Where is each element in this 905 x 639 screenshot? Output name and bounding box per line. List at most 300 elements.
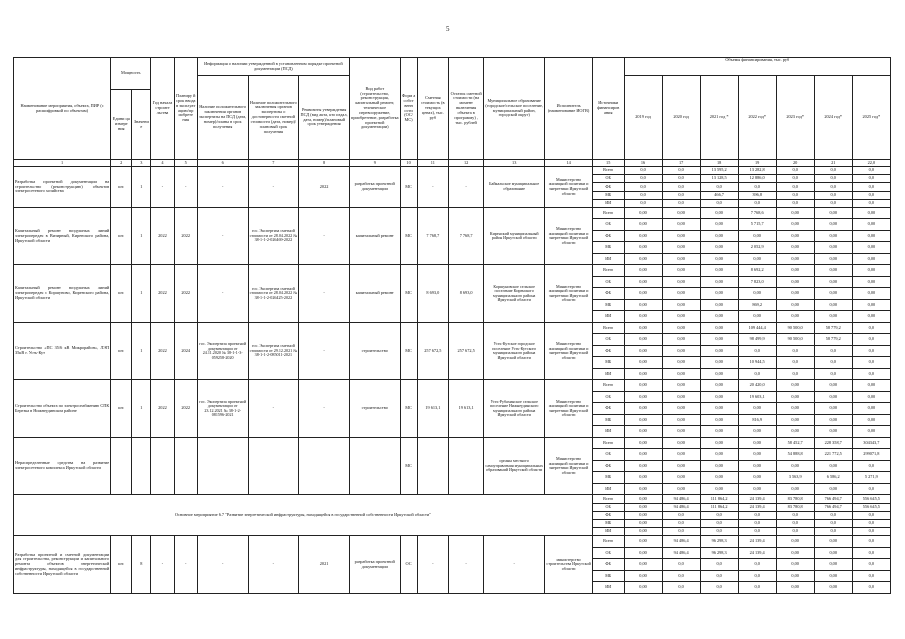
funding-value: 0,0 <box>814 345 852 357</box>
section-funding-value: 0,00 <box>624 511 662 519</box>
header-year-2023: 2023 год* <box>776 76 814 160</box>
funding-value: 0,00 <box>662 322 700 334</box>
psd-cost-cell: гос. Экспертиза сметной стоимости от 28.04.2022 № 38-1-1-2-026425-2022 <box>248 265 299 323</box>
source-label: ИИ <box>592 426 624 438</box>
funding-value: 0,00 <box>700 426 738 438</box>
funding-value: 24 139,4 <box>738 536 776 548</box>
source-label: ОБ <box>592 276 624 288</box>
psd-req-cell: - <box>299 207 350 265</box>
funding-value: 0,00 <box>852 242 890 254</box>
column-number: 20 <box>776 160 814 167</box>
psd-expert-cell: гос. Экспертиза проектной документации от 24.11.2020 № 38-1-1-3-059258-2020 <box>197 322 248 380</box>
section-funding-value: 0,0 <box>700 528 738 536</box>
funding-value: 0,00 <box>624 559 662 571</box>
funding-value: 90 500,0 <box>776 334 814 346</box>
psd-expert-cell <box>197 437 248 495</box>
funding-value: 0,0 <box>776 175 814 183</box>
funding-value: 0,0 <box>700 199 738 207</box>
funding-value: 0,0 <box>738 570 776 582</box>
plan-year-cell: 2022 <box>174 380 197 438</box>
section-funding-value: 0,0 <box>662 511 700 519</box>
funding-value: 98 499,9 <box>738 334 776 346</box>
header-year-2019: 2019 год <box>624 76 662 160</box>
executor-cell: Министерство жилищной политики и энергетики Иркутской области <box>545 437 593 495</box>
funding-value: 0,00 <box>624 265 662 277</box>
funding-value: 0,00 <box>852 265 890 277</box>
source-label: МБ <box>592 242 624 254</box>
funding-value: 0,0 <box>776 199 814 207</box>
section-funding-value: 0,0 <box>776 520 814 528</box>
psd-cost-cell: - <box>248 536 299 594</box>
start-year-cell: 2022 <box>151 380 174 438</box>
section-funding-value: 0,00 <box>624 520 662 528</box>
funding-value: 0,0 <box>852 570 890 582</box>
unit-cell: шт. <box>111 536 132 594</box>
funding-value: 3 563,9 <box>776 472 814 484</box>
est-cost-cell: 19 613,1 <box>417 380 449 438</box>
funding-value: 0,00 <box>814 559 852 571</box>
funding-value: 0,00 <box>662 230 700 242</box>
source-label: Всего <box>592 322 624 334</box>
header-plan-year: Планиру й срок ввода в эксплуат ацию/пр иобрете ния <box>174 58 197 160</box>
funding-value: 0,00 <box>662 391 700 403</box>
header-year-2025: 2025 год* <box>852 76 890 160</box>
ownership-cell: ОС <box>400 536 417 594</box>
funding-value: 0,0 <box>700 582 738 594</box>
psd-req-cell: - <box>299 322 350 380</box>
column-number: 16 <box>624 160 662 167</box>
source-label: ФБ <box>592 183 624 191</box>
column-number: 22,0 <box>852 160 890 167</box>
source-label: ФБ <box>592 511 624 519</box>
funding-value: 0,00 <box>738 426 776 438</box>
funding-value: 0,00 <box>624 334 662 346</box>
source-label: ИИ <box>592 528 624 536</box>
funding-value: 58 452,7 <box>776 437 814 449</box>
funding-value: 299071,8 <box>852 449 890 461</box>
section-funding-value: 0,0 <box>852 528 890 536</box>
funding-value: 0,00 <box>624 570 662 582</box>
funding-value: 0,00 <box>624 322 662 334</box>
funding-value: 0,00 <box>776 311 814 323</box>
funding-value: 0,0 <box>814 175 852 183</box>
funding-value: 0,00 <box>662 368 700 380</box>
funding-value: 0,00 <box>662 449 700 461</box>
funding-value: 0,0 <box>738 345 776 357</box>
section-funding-value: 0,0 <box>700 511 738 519</box>
funding-value: 0,00 <box>662 472 700 484</box>
funding-value: 0,00 <box>662 414 700 426</box>
remain-cost-cell: 7 768,7 <box>449 207 484 265</box>
header-year-2022: 2022 год* <box>738 76 776 160</box>
page-number: 5 <box>446 25 450 33</box>
funding-value: 0,0 <box>814 199 852 207</box>
executor-cell: Министерство жилищной политики и энергетики Иркутской области <box>545 167 593 208</box>
source-label: Всего <box>592 495 624 503</box>
table-row <box>14 167 891 175</box>
column-numbers-row <box>14 160 891 167</box>
section-funding-value: 556 645,5 <box>852 495 890 503</box>
section-funding-value: 0,0 <box>738 511 776 519</box>
funding-value: 0,00 <box>738 253 776 265</box>
funding-value: 0,00 <box>776 483 814 495</box>
funding-value: 0,0 <box>624 175 662 183</box>
funding-value: 0,0 <box>852 582 890 594</box>
remain-cost-cell <box>449 437 484 495</box>
column-number: 1 <box>14 160 111 167</box>
funding-value: 0,00 <box>738 311 776 323</box>
source-label: МБ <box>592 570 624 582</box>
funding-value: 396,8 <box>738 191 776 199</box>
funding-value: 0,0 <box>700 559 738 571</box>
executor-cell: министерство строительства Иркутской области <box>545 536 593 594</box>
municipality-cell: - <box>484 536 545 594</box>
funding-value: 0,0 <box>852 547 890 559</box>
remain-cost-cell: 19 613,1 <box>449 380 484 438</box>
table-header <box>14 58 891 167</box>
funding-value: 0,00 <box>624 207 662 219</box>
psd-req-cell: - <box>299 380 350 438</box>
funding-value: 0,00 <box>662 299 700 311</box>
funding-value: 0,00 <box>700 334 738 346</box>
ownership-cell: МС <box>400 265 417 323</box>
psd-expert-cell: гос. Экспертиза проектной документации от 23.12.2021 № 38-1-2-081596-2021 <box>197 380 248 438</box>
funding-value: 0,00 <box>738 288 776 300</box>
funding-value: 0,0 <box>852 167 890 175</box>
funding-value: 0,00 <box>700 219 738 231</box>
work-type-cell: строительство <box>349 380 400 438</box>
object-name: Капитальный ремонт воздушных линий электропередач в Визирный, Киренского района, Иркутской области <box>14 207 111 265</box>
source-label: МБ <box>592 520 624 528</box>
work-type-cell: разработка проектной документации <box>349 536 400 594</box>
funding-value: 0,00 <box>776 288 814 300</box>
psd-cost-cell: - <box>248 167 299 208</box>
funding-value: 0,00 <box>852 380 890 392</box>
funding-value: 0,00 <box>700 460 738 472</box>
column-number: 15 <box>592 160 624 167</box>
funding-value: 0,00 <box>776 582 814 594</box>
funding-value: 0,00 <box>738 472 776 484</box>
funding-value: 0,0 <box>738 183 776 191</box>
header-year-2020: 2020 год <box>662 76 700 160</box>
start-year-cell: 2022 <box>151 265 174 323</box>
value-cell <box>132 437 151 495</box>
column-number: 7 <box>248 160 299 167</box>
object-name: Разработка проектной и сметной документации для строительства, реконструкции и капитального ремонта объектов энергетической инфраструктуры, находящейся в государственной собственности Иркутской области <box>14 536 111 594</box>
funding-value: 0,0 <box>852 345 890 357</box>
funding-value: 0,00 <box>776 391 814 403</box>
column-number: 4 <box>151 160 174 167</box>
section-funding-value: 0,0 <box>738 528 776 536</box>
work-type-cell: строительство <box>349 322 400 380</box>
funding-value: 0,00 <box>852 288 890 300</box>
funding-value: 2 052,9 <box>738 242 776 254</box>
funding-value: 0,0 <box>662 570 700 582</box>
plan-year-cell <box>174 437 197 495</box>
funding-value: 0,00 <box>700 403 738 415</box>
funding-value: 0,00 <box>624 230 662 242</box>
funding-value: 0,00 <box>624 368 662 380</box>
est-cost-cell: 7 768,7 <box>417 207 449 265</box>
funding-value: 12 886,0 <box>738 175 776 183</box>
funding-value: 0,0 <box>738 199 776 207</box>
funding-value: 0,00 <box>624 253 662 265</box>
funding-table <box>13 57 891 594</box>
source-label: ИИ <box>592 199 624 207</box>
funding-value: 0,0 <box>700 570 738 582</box>
funding-value: 0,00 <box>814 414 852 426</box>
remain-cost-cell: - <box>449 167 484 208</box>
ownership-cell: МС <box>400 437 417 495</box>
funding-value: 0,0 <box>776 357 814 369</box>
est-cost-cell: 257 672,5 <box>417 322 449 380</box>
funding-value: 0,00 <box>776 219 814 231</box>
funding-value: 0,00 <box>852 230 890 242</box>
funding-value: 0,00 <box>738 230 776 242</box>
table-row <box>14 265 891 277</box>
table-row <box>14 322 891 334</box>
funding-value: 0,00 <box>700 242 738 254</box>
est-cost-cell: - <box>417 167 449 208</box>
est-cost-cell <box>417 437 449 495</box>
table-row <box>14 536 891 548</box>
source-label: ФБ <box>592 460 624 472</box>
funding-value: 13 595,2 <box>700 167 738 175</box>
source-label: ИИ <box>592 368 624 380</box>
table-row <box>14 437 891 449</box>
funding-value: 24 139,4 <box>738 547 776 559</box>
funding-value: 0,00 <box>624 460 662 472</box>
municipality-cell: Киренский муниципальный район Иркутской области <box>484 207 545 265</box>
funding-value: 0,0 <box>624 199 662 207</box>
psd-req-cell: 2022 <box>299 167 350 208</box>
source-label: ОБ <box>592 547 624 559</box>
funding-value: 0,00 <box>814 242 852 254</box>
funding-value: 0,00 <box>624 276 662 288</box>
funding-value: 0,00 <box>852 253 890 265</box>
column-number: 10 <box>400 160 417 167</box>
section-funding-value: 0,00 <box>624 503 662 511</box>
column-number: 9 <box>349 160 400 167</box>
column-number: 17 <box>662 160 700 167</box>
funding-value: 0,00 <box>776 426 814 438</box>
funding-value: 0,0 <box>738 559 776 571</box>
section-funding-value: 766 494,7 <box>814 503 852 511</box>
funding-value: 0,00 <box>662 460 700 472</box>
funding-value: 0,00 <box>852 403 890 415</box>
funding-value: 0,0 <box>852 334 890 346</box>
plan-year-cell: - <box>174 536 197 594</box>
funding-value: 0,00 <box>814 426 852 438</box>
source-label: ОБ <box>592 391 624 403</box>
header-psd-cost: Наличие положительного заключения органов экспертизы о достоверности сметной стоимости (дата, номер)/плановый срок получения <box>248 76 299 160</box>
section-funding-value: 24 139,4 <box>738 503 776 511</box>
funding-value: 0,0 <box>776 345 814 357</box>
table-row <box>14 380 891 392</box>
section-title: Основное мероприятие 6.7 "Развитие энергетической инфраструктуры, находящейся в государственной собственности Иркутской области" <box>14 495 593 536</box>
header-power: Мощность <box>111 58 151 90</box>
executor-cell: Министерство жилищной политики и энергетики Иркутской области <box>545 380 593 438</box>
funding-value: 0,00 <box>776 253 814 265</box>
funding-value: 466,7 <box>700 191 738 199</box>
funding-value: 221 772,5 <box>814 449 852 461</box>
unit-cell: шт. <box>111 265 132 323</box>
funding-value: 0,00 <box>776 536 814 548</box>
funding-value: 90 500,0 <box>776 322 814 334</box>
column-number: 18 <box>700 160 738 167</box>
section-funding-value: 0,00 <box>624 495 662 503</box>
funding-value: 0,0 <box>852 183 890 191</box>
funding-value: 0,00 <box>662 403 700 415</box>
funding-value: 0,0 <box>776 191 814 199</box>
funding-value: 0,00 <box>852 391 890 403</box>
funding-value: 228 358,7 <box>814 437 852 449</box>
funding-value: 0,00 <box>700 357 738 369</box>
header-start-year: Год начала строите льства <box>151 58 174 160</box>
section-funding-value: 0,0 <box>662 528 700 536</box>
funding-value: 0,0 <box>662 559 700 571</box>
funding-value: 0,00 <box>662 334 700 346</box>
source-label: ОБ <box>592 334 624 346</box>
source-label: ОБ <box>592 219 624 231</box>
funding-value: 0,00 <box>700 322 738 334</box>
funding-value: 109 444,4 <box>738 322 776 334</box>
funding-value: 0,0 <box>776 368 814 380</box>
funding-value: 0,00 <box>776 207 814 219</box>
header-remain-cost: Остаток сметной стоимости (на момент включения объекта в программу) , тыс. рублей <box>449 58 484 160</box>
psd-cost-cell <box>248 437 299 495</box>
funding-value: 5 271,9 <box>852 472 890 484</box>
header-psd-expert: Наличие положительного заключения органов экспертизы на ПСД (дата, номер)/планы в срок получения <box>197 76 248 160</box>
section-funding-value: 0,0 <box>852 511 890 519</box>
funding-value: 0,00 <box>814 536 852 548</box>
funding-value: 0,00 <box>700 449 738 461</box>
funding-value: 0,00 <box>624 219 662 231</box>
unit-cell: шт. <box>111 207 132 265</box>
funding-value: 0,00 <box>700 368 738 380</box>
funding-value: 0,00 <box>624 414 662 426</box>
value-cell: 1 <box>132 167 151 208</box>
column-number: 19 <box>738 160 776 167</box>
funding-value: 0,00 <box>662 357 700 369</box>
funding-value: 0,00 <box>700 311 738 323</box>
funding-value: 0,0 <box>624 167 662 175</box>
psd-expert-cell: - <box>197 536 248 594</box>
funding-value: 8 692,2 <box>738 265 776 277</box>
value-cell: 1 <box>132 265 151 323</box>
funding-value: 0,00 <box>624 357 662 369</box>
section-funding-value: 24 139,4 <box>738 495 776 503</box>
funding-value: 0,00 <box>852 311 890 323</box>
section-funding-value: 556 645,5 <box>852 503 890 511</box>
funding-value: 0,00 <box>700 437 738 449</box>
section-funding-value: 0,0 <box>814 520 852 528</box>
funding-value: 0,00 <box>852 276 890 288</box>
funding-value: 6 586,2 <box>814 472 852 484</box>
section-funding-value: 0,0 <box>776 528 814 536</box>
funding-value: 0,00 <box>624 426 662 438</box>
work-type-cell <box>349 437 400 495</box>
funding-value: 0,00 <box>700 391 738 403</box>
source-label: Всего <box>592 207 624 219</box>
psd-cost-cell: гос. Экспертиза сметной стоимости от 28.04.2022 № 38-1-1-2-026469-2022 <box>248 207 299 265</box>
funding-value: 0,00 <box>814 547 852 559</box>
section-funding-value: 0,0 <box>852 520 890 528</box>
unit-cell: шт. <box>111 322 132 380</box>
funding-value: 0,00 <box>852 219 890 231</box>
object-name: Капитальный ремонт воздушных линий электропередач с Коршуново, Киренского района, Иркутской области <box>14 265 111 323</box>
executor-cell: Министерство жилищной политики и энергетики Иркутской области <box>545 207 593 265</box>
funding-value: 0,0 <box>662 167 700 175</box>
object-name: Нераспределенные средства на развитие электросетевого комплекса Иркутской области <box>14 437 111 495</box>
psd-cost-cell: гос. Экспертиза сметной стоимости от 29.12.2021 № 38-1-1-2-085011-2021 <box>248 322 299 380</box>
plan-year-cell: 2024 <box>174 322 197 380</box>
object-name: Строительство «ПС 35/6 кВ Микрорайон», ЛЭП 35кВ г. Усть-Кут <box>14 322 111 380</box>
unit-cell <box>111 437 132 495</box>
executor-cell: Министерство жилищной политики и энергетики Иркутской области <box>545 322 593 380</box>
funding-value: 0,0 <box>624 183 662 191</box>
funding-value: 0,00 <box>852 207 890 219</box>
executor-cell: Министерство жилищной политики и энергетики Иркутской области <box>545 265 593 323</box>
funding-value: 0,00 <box>814 288 852 300</box>
section-funding-value: 0,0 <box>700 520 738 528</box>
funding-value: 94 486,4 <box>662 536 700 548</box>
funding-value: 0,00 <box>776 414 814 426</box>
funding-value: 0,00 <box>852 299 890 311</box>
plan-year-cell: - <box>174 167 197 208</box>
header-executor: Исполнитель (наименование ИОГВ) <box>545 58 593 160</box>
column-number: 14 <box>545 160 593 167</box>
funding-value: 0,0 <box>662 183 700 191</box>
funding-value: 0,0 <box>852 191 890 199</box>
funding-value: 0,00 <box>814 403 852 415</box>
funding-value: 19 603,1 <box>738 391 776 403</box>
section-funding-value: 94 486,4 <box>662 495 700 503</box>
funding-value: 0,00 <box>700 483 738 495</box>
funding-value: 0,0 <box>852 536 890 548</box>
funding-value: 0,00 <box>776 265 814 277</box>
funding-value: 0,0 <box>662 199 700 207</box>
value-cell: 8 <box>132 536 151 594</box>
psd-expert-cell: - <box>197 207 248 265</box>
funding-value: 0,00 <box>814 265 852 277</box>
header-year-2024: 2024 год* <box>814 76 852 160</box>
funding-value: 0,00 <box>662 426 700 438</box>
funding-value: 0,00 <box>624 345 662 357</box>
funding-value: 0,00 <box>662 311 700 323</box>
unit-cell: шт. <box>111 380 132 438</box>
source-label: ФБ <box>592 288 624 300</box>
funding-value: 0,00 <box>814 582 852 594</box>
funding-value: 0,00 <box>624 472 662 484</box>
source-label: Всего <box>592 167 624 175</box>
funding-value: 0,00 <box>852 426 890 438</box>
funding-value: 0,00 <box>700 299 738 311</box>
header-unit: Едини ца измере ния <box>111 90 132 160</box>
section-funding-value: 94 486,4 <box>662 503 700 511</box>
source-label: ОБ <box>592 503 624 511</box>
source-label: МБ <box>592 191 624 199</box>
start-year-cell <box>151 437 174 495</box>
funding-value: 58 779,2 <box>814 322 852 334</box>
column-number: 3 <box>132 160 151 167</box>
municipality-cell: Усть-Рубахинское сельское поселение Нижнеудинского муниципального района Иркутской области <box>484 380 545 438</box>
header-sources: Источники финансиров ания <box>592 58 624 160</box>
source-label: Всего <box>592 265 624 277</box>
funding-value: 13 128,5 <box>700 175 738 183</box>
unit-cell: шт. <box>111 167 132 208</box>
funding-value: 0,00 <box>852 414 890 426</box>
